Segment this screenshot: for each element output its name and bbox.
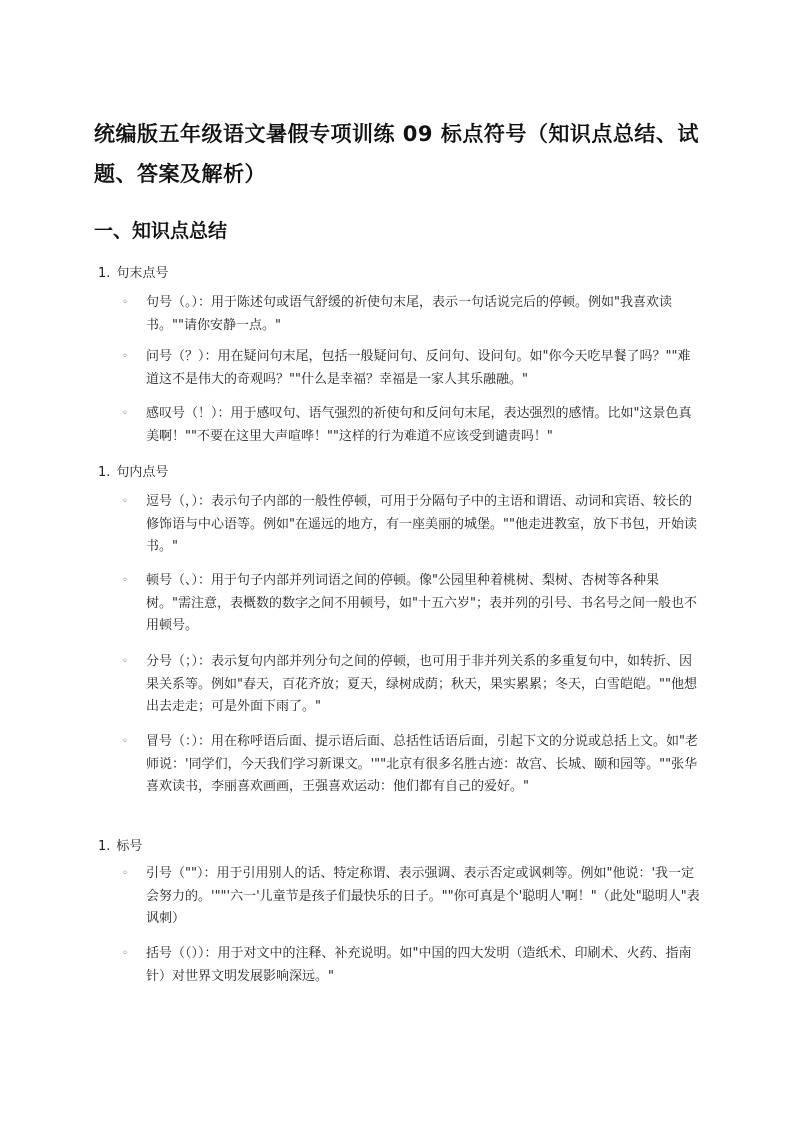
list-number: 1. [98,465,111,480]
bullet-icon: ◦ [122,656,128,667]
list-item-text: 分号（；）：表示复句内部并列分句之间的停顿，也可用于非并列关系的多重复句中，如转折、因果关系等。例如"春天，百花齐放；夏天，绿树成荫；秋天，果实累累；冬天，白雪皑皑。""他想出去走走；可是外面下雨了。" [146,654,697,714]
list-section-label: 句末点号 [116,266,169,281]
bullet-icon: ◦ [122,496,128,507]
list-section-3 [98,835,142,854]
list-item [122,403,702,448]
list-item [122,731,702,799]
list-item [122,292,702,337]
list-item [122,863,702,931]
bullet-icon: ◦ [122,575,128,586]
bullet-icon: ◦ [122,948,128,959]
list-item-text: 问号（？）：用在疑问句末尾，包括一般疑问句、反问句、设问句。如"你今天吃早餐了吗？""难道这不是伟大的奇观吗？""什么是幸福？幸福是一家人其乐融融。" [146,349,691,387]
list-item-text: 顿号（、）：用于句子内部并列词语之间的停顿。像"公园里种着桃树、梨树、杏树等各种果树。"需注意，表概数的数字之间不用顿号，如"十五六岁"；表并列的引号、书名号之间一般也不用顿号。 [146,573,697,633]
list-number: 1. [98,839,111,854]
bullet-icon: ◦ [122,736,128,747]
list-number: 1. [98,266,111,281]
list-item-text: 冒号（：）：用在称呼语后面、提示语后面、总括性话语后面，引起下文的分说或总括上文。如"老师说：'同学们，今天我们学习新课文。'""北京有很多名胜古迹：故宫、长城、颐和园等。""张华喜欢读书，李丽喜欢画画，王强喜欢运动：他们都有自己的爱好。" [146,734,698,794]
list-section-label: 句内点号 [116,465,169,480]
list-item [122,491,702,559]
bullet-icon: ◦ [122,408,128,419]
list-item-text: 引号（""）：用于引用别人的话、特定称谓、表示强调、表示否定或讽刺等。例如"他说：'我一定会努力的。'""'六一'儿童节是孩子们最快乐的日子。""你可真是个'聪明人'啊！"（此处"聪明人"表讽刺） [146,866,700,926]
list-item-text: 括号（（））：用于对文中的注释、补充说明。如"中国的四大发明（造纸术、印刷术、火药、指南针）对世界文明发展影响深远。" [146,946,692,984]
list-item [122,651,702,719]
list-item-text: 感叹号（！）：用于感叹句、语气强烈的祈使句和反问句末尾，表达强烈的感情。比如"这景色真美啊！""不要在这里大声喧哗！""这样的行为难道不应该受到谴责吗！" [146,406,692,444]
list-section-label: 标号 [116,839,143,854]
list-section-1 [98,262,168,281]
list-item [122,943,702,988]
bullet-icon: ◦ [122,868,128,879]
list-item-text: 逗号（，）：表示句子内部的一般性停顿，可用于分隔句子中的主语和谓语、动词和宾语、较长的修饰语与中心语等。例如"在遥远的地方，有一座美丽的城堡。""他走进教室，放下书包，开始读书。" [146,494,697,554]
list-item [122,346,702,391]
bullet-icon: ◦ [122,297,128,308]
document-title: 统编版五年级语文暑假专项训练 09 标点符号（知识点总结、试题、答案及解析） [94,122,699,186]
list-item [122,570,702,638]
list-item-text: 句号（。）：用于陈述句或语气舒缓的祈使句末尾，表示一句话说完后的停顿。例如"我喜欢读书。""请你安静一点。" [146,295,672,333]
section-heading: 一、知识点总结 [94,220,228,242]
bullet-icon: ◦ [122,351,128,362]
list-section-2 [98,461,168,480]
